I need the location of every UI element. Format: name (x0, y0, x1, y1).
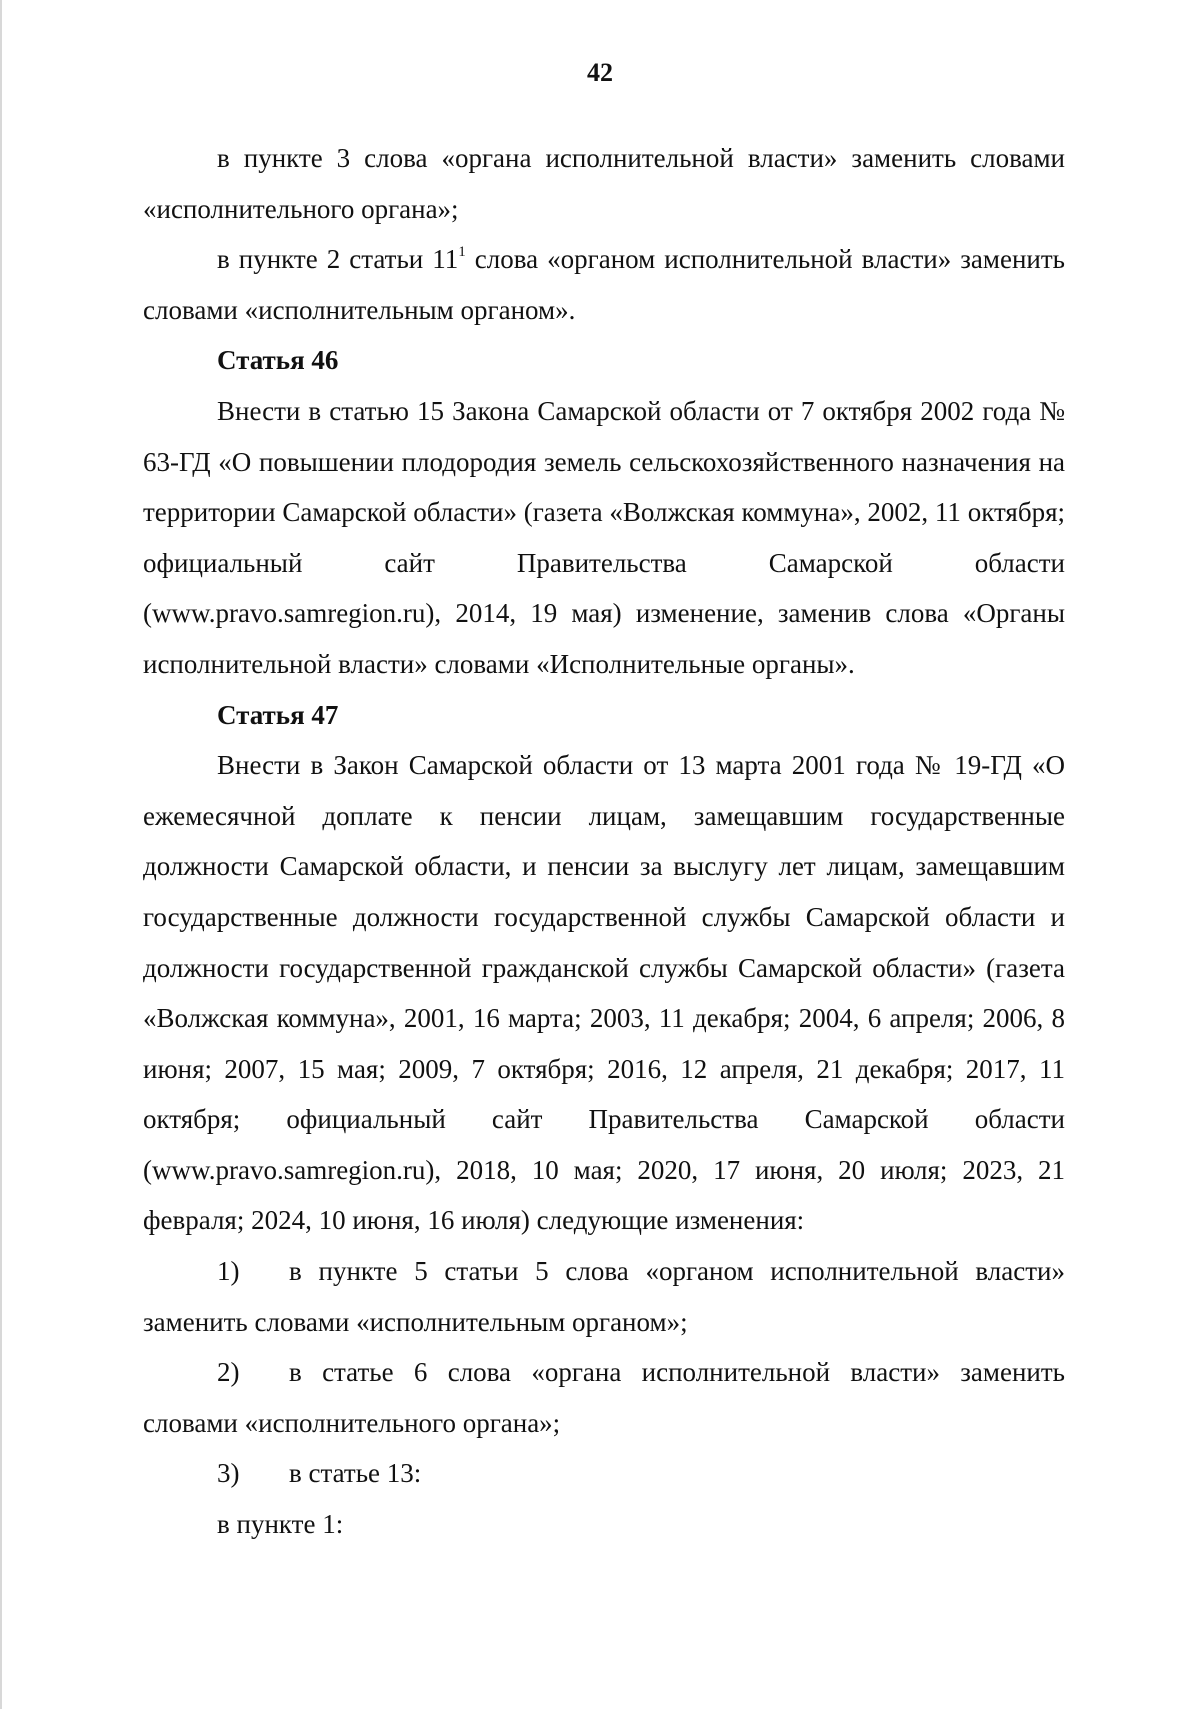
article-47-heading: Статья 47 (217, 699, 339, 730)
list-item-2 (143, 1347, 1065, 1448)
list-item-text: в пункте 5 статьи 5 слова «органом исполнительной власти» заменить словами «исполнительным органом»; (143, 1256, 1065, 1337)
page-number: 42 (587, 58, 613, 87)
list-item-text: в статье 6 слова «органа исполнительной власти» заменить словами «исполнительного органа»; (143, 1357, 1065, 1438)
paragraph-replace-point-3: в пункте 3 слова «органа исполнительной власти» заменить словами «исполнительного органа»; (143, 143, 1065, 224)
article-47-text: Внести в Закон Самарской области от 13 марта 2001 года № 19-ГД «О ежемесячной доплате к пенсии лицам, замещавшим государственные должности Самарской области, и пенсии за выслугу лет лицам, замещавшим государственные должности государственной службы Самарской области и должности государственной гражданской службы Самарской области» (газета «Волжская коммуна», 2001, 16 марта; 2003, 11 декабря; 2004, 6 апреля; 2006, 8 июня; 2007, 15 мая; 2009, 7 октября; 2016, 12 апреля, 21 декабря; 2017, 11 октября; официальный сайт Правительства Самарской области (www.pravo.samregion.ru), 2018, 10 мая; 2020, 17 июня, 20 июля; 2023, 21 февраля; 2024, 10 июня, 16 июля) следующие изменения: (143, 750, 1065, 1236)
paragraph-text-part: слова «органом исполнительной власти» заменить словами «исполнительным органом». (143, 244, 1065, 325)
list-item-1 (143, 1246, 1065, 1347)
article-46-heading: Статья 46 (217, 345, 339, 376)
paragraph-point-1: в пункте 1: (217, 1509, 344, 1540)
superscript-number: 1 (458, 244, 466, 261)
list-item-text: в статье 13: (289, 1458, 422, 1489)
scan-edge (0, 0, 2, 1709)
list-item-number: 1) (217, 1256, 240, 1287)
list-item-number: 2) (217, 1357, 240, 1388)
article-46-text: Внести в статью 15 Закона Самарской области от 7 октября 2002 года № 63-ГД «О повышении плодородия земель сельскохозяйственного назначения на территории Самарской области» (газета «Волжская коммуна», 2002, 11 октября; официальный сайт Правительства Самарской области (www.pravo.samregion.ru), 2014, 19 мая) изменение, заменив слова «Органы исполнительной власти» словами «Исполнительные органы». (143, 395, 1065, 679)
list-item-number: 3) (217, 1458, 240, 1489)
paragraph-text-part: в пункте 2 статьи 11 (217, 244, 459, 275)
document-body (143, 133, 1065, 1550)
list-item-3 (143, 1448, 1065, 1499)
paragraph-replace-article-11-1 (143, 234, 1065, 335)
